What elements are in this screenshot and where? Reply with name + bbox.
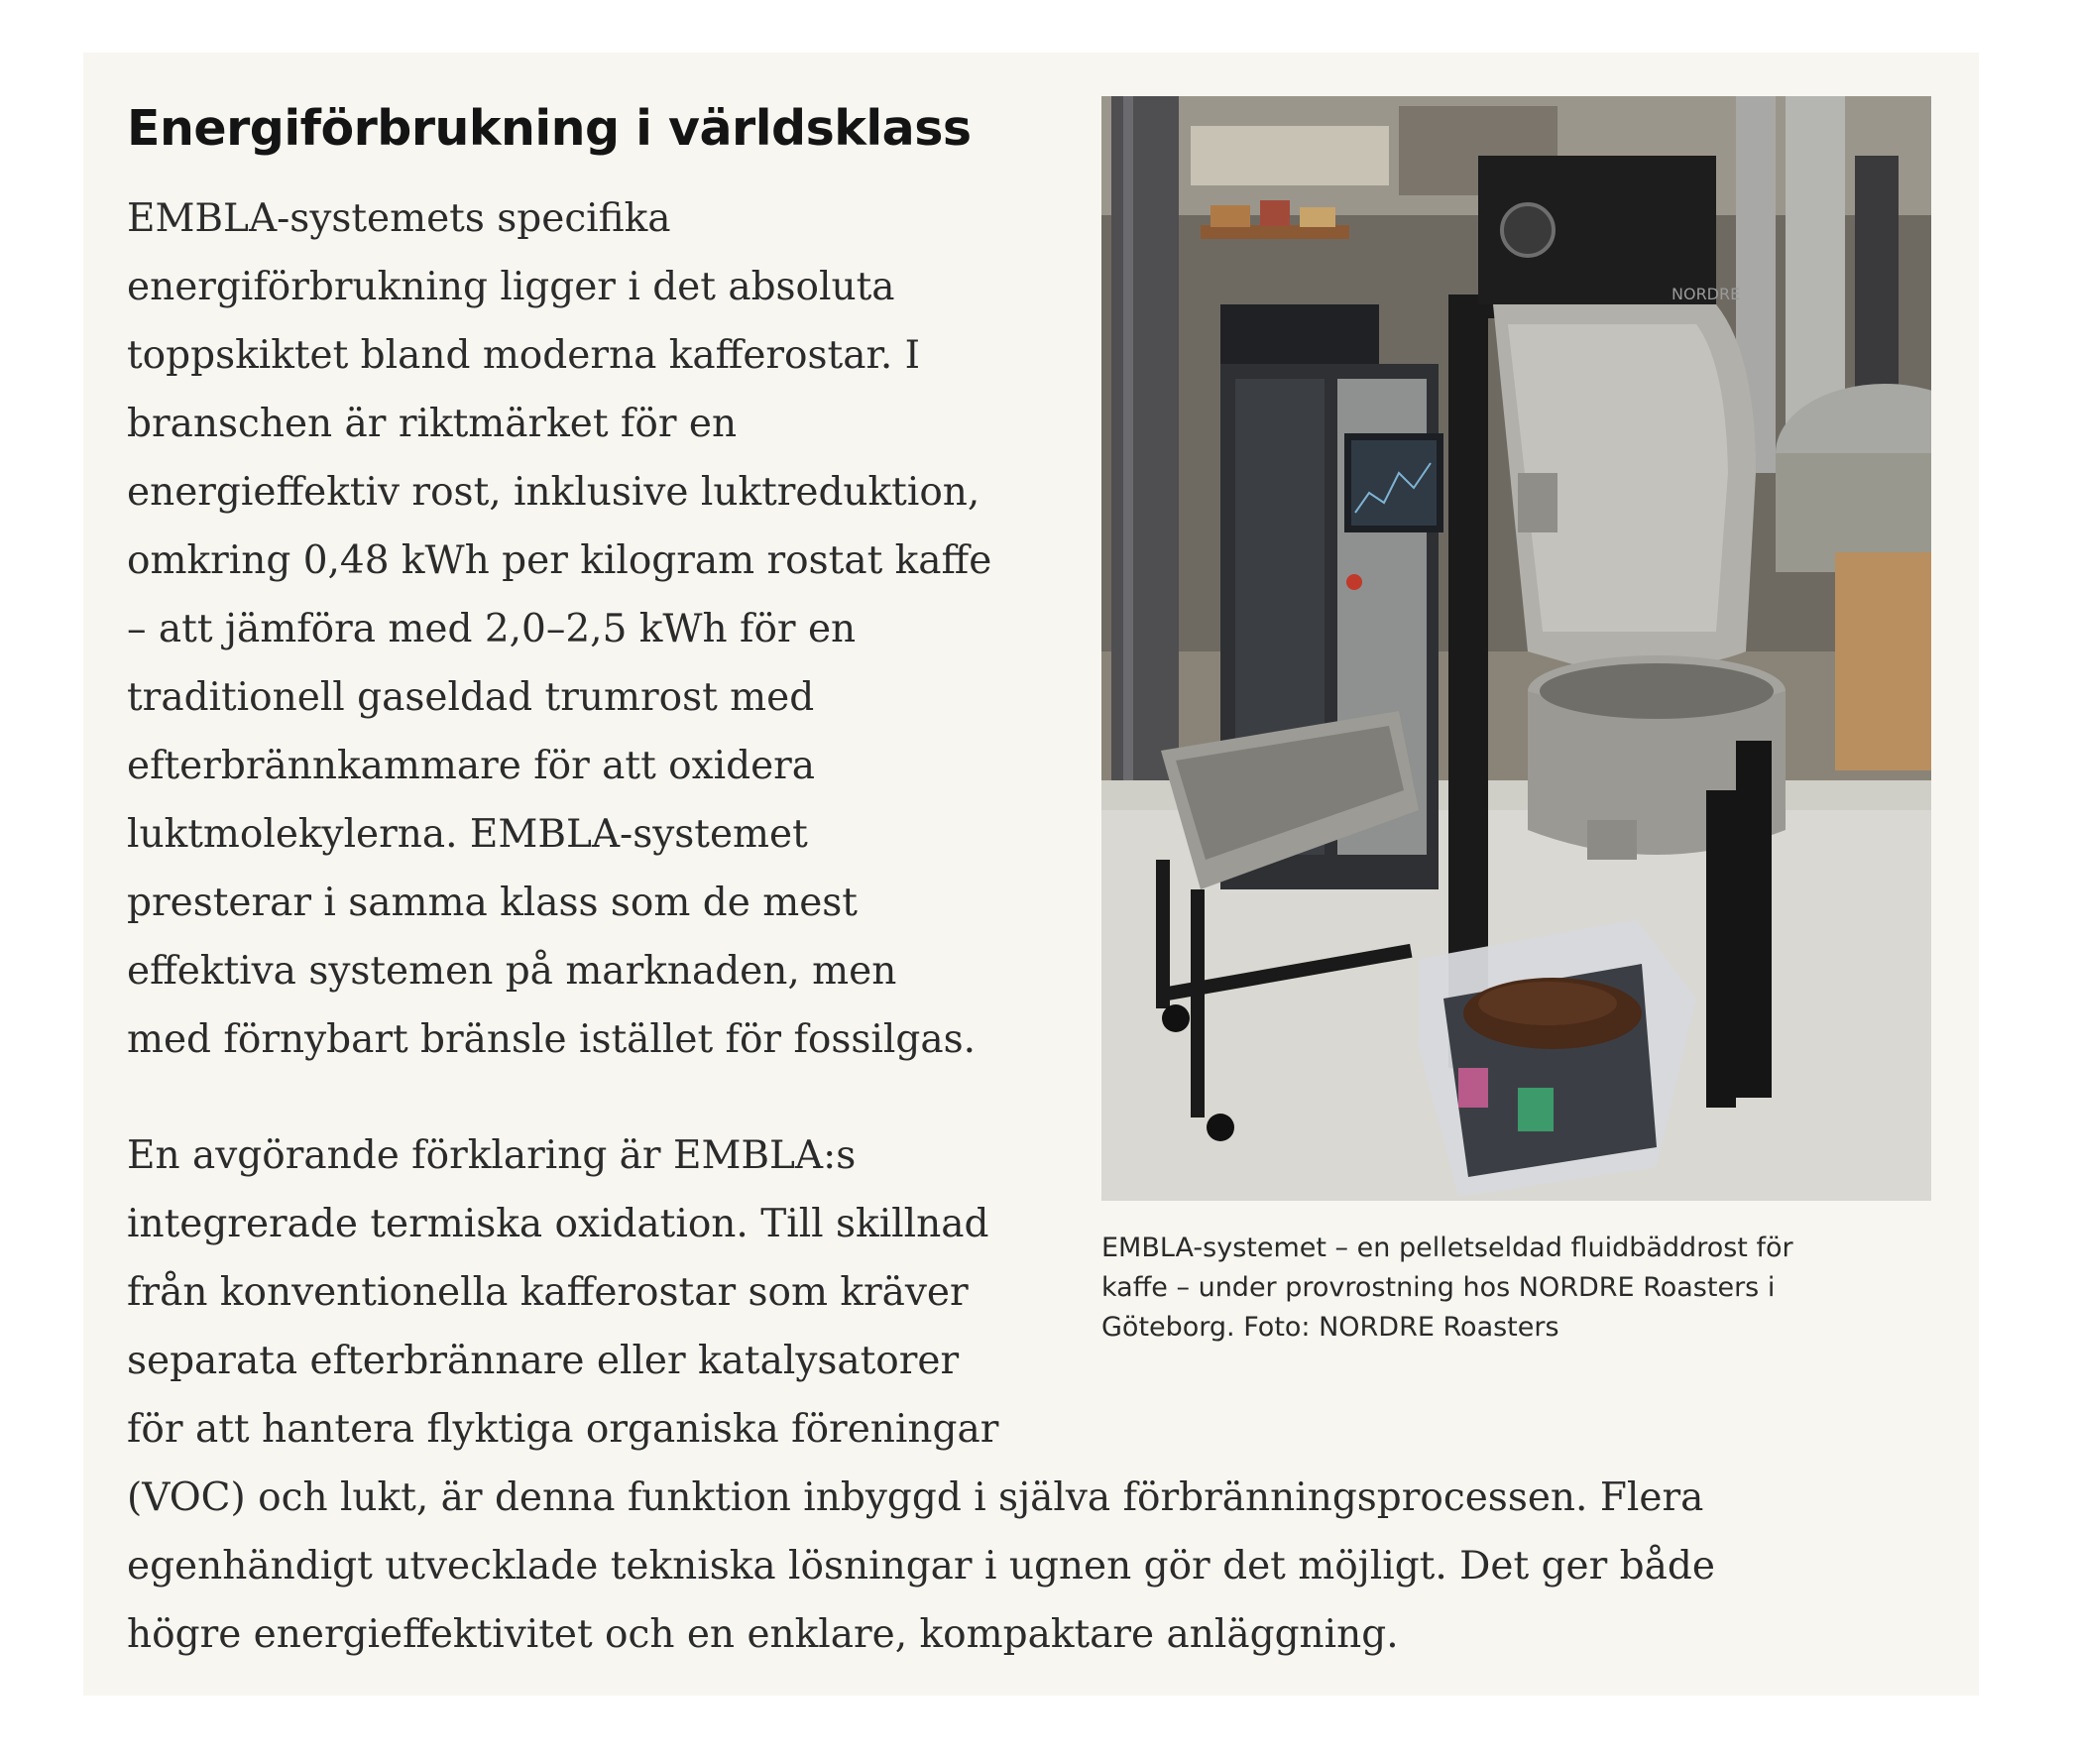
- text-line: EMBLA-systemets specifika: [127, 196, 671, 241]
- text-line: traditionell gaseldad trumrost med: [127, 675, 815, 720]
- roaster-photo: [1101, 96, 1931, 1201]
- text-line: högre energieffektivitet och en enklare, kompaktare anläggning.: [127, 1612, 1399, 1657]
- text-line: toppskiktet bland moderna kafferostar. I: [127, 333, 921, 378]
- text-line: energiförbrukning ligger i det absoluta: [127, 265, 895, 309]
- text-line: luktmolekylerna. EMBLA-systemet: [127, 812, 808, 857]
- text-line: integrerade termiska oxidation. Till skillnad: [127, 1202, 989, 1246]
- text-line: effektiva systemen på marknaden, men: [127, 949, 897, 994]
- machine-badge: NORDRE: [1672, 285, 1741, 303]
- text-line: egenhändigt utvecklade tekniska lösningar i ugnen gör det möjligt. Det ger både: [127, 1544, 1715, 1588]
- text-line: med förnybart bränsle istället för fossilgas.: [127, 1017, 976, 1062]
- text-line: efterbrännkammare för att oxidera: [127, 744, 816, 788]
- text-line: – att jämföra med 2,0–2,5 kWh för en: [127, 607, 857, 651]
- text-line: omkring 0,48 kWh per kilogram rostat kaffe: [127, 538, 992, 583]
- text-line: presterar i samma klass som de mest: [127, 881, 858, 925]
- text-line: branschen är riktmärket för en: [127, 402, 738, 446]
- article-panel: [83, 53, 1979, 1696]
- text-line: (VOC) och lukt, är denna funktion inbyggd i själva förbränningsprocessen. Flera: [127, 1475, 1704, 1520]
- caption-line: kaffe – under provrostning hos NORDRE Roasters i: [1101, 1272, 1776, 1303]
- article-heading: Energiförbrukning i världsklass: [127, 100, 972, 157]
- text-line: En avgörande förklaring är EMBLA:s: [127, 1133, 857, 1178]
- figure-caption: [1101, 1229, 1914, 1348]
- caption-line: EMBLA-systemet – en pelletseldad fluidbäddrost för: [1101, 1233, 1793, 1263]
- text-line: för att hantera flyktiga organiska föreningar: [127, 1407, 999, 1452]
- text-line: separata efterbrännare eller katalysatorer: [127, 1339, 960, 1383]
- caption-line: Göteborg. Foto: NORDRE Roasters: [1101, 1312, 1559, 1343]
- text-line: från konventionella kafferostar som kräver: [127, 1270, 969, 1315]
- text-line: energieffektiv rost, inklusive luktreduktion,: [127, 470, 980, 515]
- article-figure: [1101, 96, 1931, 1348]
